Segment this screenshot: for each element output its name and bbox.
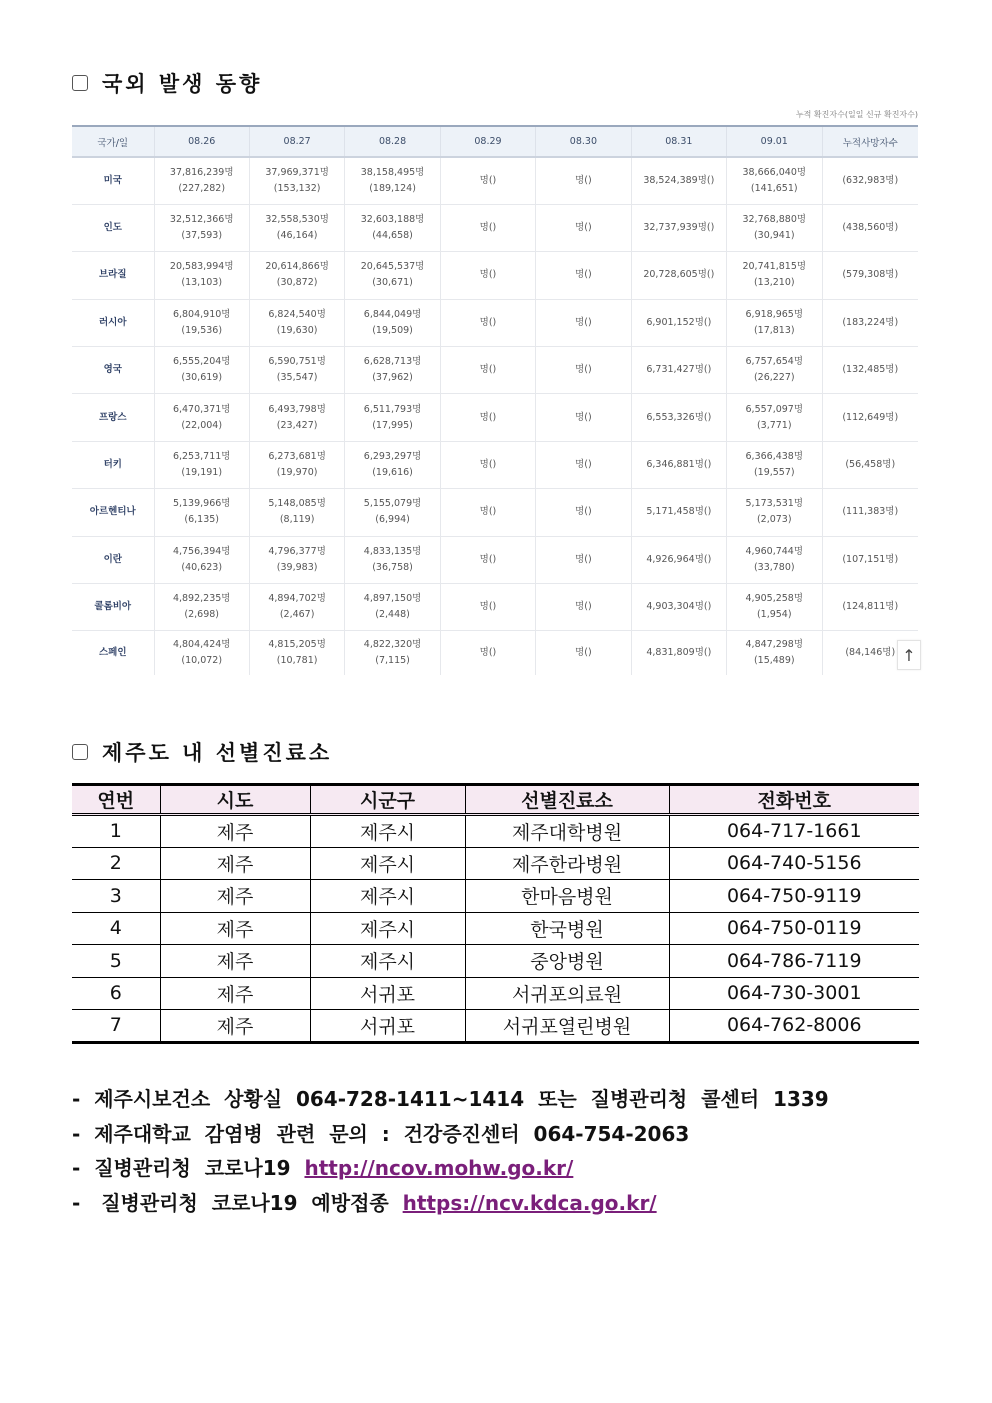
- city-cell: 제주시: [310, 945, 465, 978]
- cases-cell-d0830: 명(): [536, 204, 631, 251]
- checkbox-square-icon: [72, 744, 88, 760]
- cumulative-cases: 4,897,150명: [363, 593, 422, 605]
- header-no: 연번: [72, 785, 160, 815]
- cases-cell-d0828: [345, 441, 440, 488]
- cumulative-cases: 32,558,530명: [265, 214, 329, 226]
- cases-cell-deaths: (124,811명): [822, 584, 918, 631]
- country-cell: 터키: [72, 441, 154, 488]
- header-0831: 08.31: [631, 126, 726, 157]
- cumulative-cases: 6,844,049명: [363, 308, 422, 320]
- daily-new-cases: (19,557): [753, 467, 795, 479]
- cases-cell-d0830: 명(): [536, 394, 631, 441]
- cases-cell-d0829: 명(): [440, 157, 535, 204]
- jeju-table-row: [72, 945, 919, 978]
- jeju-section-title: [72, 737, 332, 767]
- cumulative-cases: 6,555,204명: [172, 356, 231, 368]
- city-cell: 제주시: [310, 880, 465, 913]
- province-cell: 제주: [160, 880, 310, 913]
- header-0827: 08.27: [249, 126, 344, 157]
- cases-cell-d0830: 명(): [536, 441, 631, 488]
- cases-cell-d0831: 6,731,427명(): [631, 347, 726, 394]
- daily-new-cases: (19,509): [372, 324, 413, 336]
- cumulative-cases: 6,824,540명: [268, 308, 326, 320]
- cases-cell-d0831: 20,728,605명(): [631, 252, 726, 299]
- cumulative-cases: 6,273,681명: [268, 451, 326, 463]
- cases-cell-d0827: [249, 631, 344, 675]
- daily-new-cases: (30,941): [753, 230, 795, 242]
- daily-new-cases: (3,771): [756, 419, 792, 431]
- cumulative-cases: 5,173,531명: [745, 498, 804, 510]
- cumulative-cases: 4,905,258명: [745, 593, 804, 605]
- cases-cell-deaths: (107,151명): [822, 536, 918, 583]
- daily-new-cases: (1,954): [756, 609, 792, 621]
- cases-cell-d0829: 명(): [440, 394, 535, 441]
- cases-cell-d0828: [345, 252, 440, 299]
- country-cell: 이란: [72, 536, 154, 583]
- cases-cell-d0831: 4,831,809명(): [631, 631, 726, 675]
- cases-cell-d0828: [345, 299, 440, 346]
- country-cell: 인도: [72, 204, 154, 251]
- cumulative-cases: 6,628,713명: [363, 356, 422, 368]
- cases-cell-deaths: (438,560명): [822, 204, 918, 251]
- jeju-table-row: [72, 880, 919, 913]
- cumulative-cases: 38,158,495명: [360, 166, 425, 178]
- overseas-table-row: [72, 157, 918, 204]
- cases-cell-d0901: [727, 157, 822, 204]
- cases-cell-d0826: [154, 441, 249, 488]
- cases-cell-d0830: 명(): [536, 536, 631, 583]
- overseas-table-row: [72, 204, 918, 251]
- daily-new-cases: (39,983): [276, 561, 318, 573]
- cases-cell-d0826: [154, 157, 249, 204]
- cumulative-cases: 32,512,366명: [169, 214, 234, 226]
- cumulative-cases: 5,148,085명: [268, 498, 326, 510]
- overseas-header-row: [72, 126, 918, 157]
- cumulative-cases: 4,894,702명: [268, 593, 326, 605]
- header-0828: 08.28: [345, 126, 440, 157]
- contact-line-1: - 제주시보건소 상황실 064-728-1411~1414 또는 질병관리청 콜센터 1339: [72, 1087, 829, 1111]
- cases-cell-d0829: 명(): [440, 489, 535, 536]
- clinic-name-cell: 서귀포열린병원: [465, 1010, 669, 1043]
- cumulative-cases: 38,666,040명: [742, 166, 807, 178]
- province-cell: 제주: [160, 1010, 310, 1043]
- cases-cell-d0827: [249, 252, 344, 299]
- cumulative-cases: 37,969,371명: [265, 166, 329, 178]
- cases-cell-d0827: [249, 204, 344, 251]
- cumulative-cases: 20,614,866명: [265, 261, 329, 273]
- cases-cell-d0828: [345, 157, 440, 204]
- daily-new-cases: (37,593): [181, 230, 223, 242]
- cases-cell-d0829: 명(): [440, 536, 535, 583]
- cases-cell-d0830: 명(): [536, 347, 631, 394]
- cases-cell-deaths: (112,649명): [822, 394, 918, 441]
- cumulative-cases: 6,293,297명: [363, 451, 422, 463]
- cumulative-cases: 37,816,239명: [169, 166, 234, 178]
- jeju-header-row: [72, 785, 919, 815]
- cases-cell-d0830: 명(): [536, 299, 631, 346]
- cases-cell-d0827: [249, 584, 344, 631]
- cumulative-cases: 20,741,815명: [742, 261, 807, 273]
- daily-new-cases: (33,780): [753, 561, 795, 573]
- cases-cell-d0828: [345, 204, 440, 251]
- daily-new-cases: (2,448): [375, 609, 410, 621]
- daily-new-cases: (37,962): [372, 372, 413, 384]
- row-number-cell: 4: [72, 912, 160, 945]
- row-number-cell: 1: [72, 815, 160, 848]
- overseas-table-row: [72, 252, 918, 299]
- header-clinic: 선별진료소: [465, 785, 669, 815]
- clinic-name-cell: 한마음병원: [465, 880, 669, 913]
- cumulative-cases: 4,822,320명: [363, 639, 422, 651]
- phone-number-cell: 064-750-0119: [669, 912, 919, 945]
- cases-cell-d0831: 4,903,304명(): [631, 584, 726, 631]
- contact-line-2: - 제주대학교 감염병 관련 문의 : 건강증진센터 064-754-2063: [72, 1121, 690, 1146]
- cases-cell-d0829: 명(): [440, 584, 535, 631]
- cases-cell-d0831: 32,737,939명(): [631, 204, 726, 251]
- cumulative-cases: 6,470,371명: [172, 403, 231, 415]
- cases-cell-d0901: [727, 584, 822, 631]
- jeju-title-text: 제주도 내 선별진료소: [102, 741, 333, 765]
- cases-cell-d0901: [727, 347, 822, 394]
- cases-cell-deaths: (111,383명): [822, 489, 918, 536]
- cases-cell-d0901: [727, 204, 822, 251]
- cases-cell-deaths: (132,485명): [822, 347, 918, 394]
- cases-cell-d0828: [345, 394, 440, 441]
- cases-cell-d0829: 명(): [440, 252, 535, 299]
- cases-cell-d0828: [345, 631, 440, 675]
- city-cell: 서귀포: [310, 1010, 465, 1043]
- daily-new-cases: (19,970): [276, 467, 318, 479]
- jeju-clinic-table: [72, 783, 919, 1044]
- cases-cell-d0826: [154, 394, 249, 441]
- daily-new-cases: (22,004): [181, 419, 223, 431]
- clinic-name-cell: 서귀포의료원: [465, 977, 669, 1010]
- country-cell: 미국: [72, 157, 154, 204]
- city-cell: 서귀포: [310, 977, 465, 1010]
- cumulative-cases: 32,603,188명: [360, 214, 425, 226]
- daily-new-cases: (8,119): [279, 514, 315, 526]
- cases-cell-d0826: [154, 584, 249, 631]
- province-cell: 제주: [160, 945, 310, 978]
- header-0826: 08.26: [154, 126, 249, 157]
- overseas-table-row: [72, 489, 918, 536]
- cases-cell-d0831: 6,553,326명(): [631, 394, 726, 441]
- city-cell: 제주시: [310, 815, 465, 848]
- overseas-table-note: 누적 확진자수(일일 신규 확진자수): [795, 110, 918, 119]
- row-number-cell: 5: [72, 945, 160, 978]
- cumulative-cases: 4,960,744명: [745, 545, 804, 557]
- jeju-table-row: [72, 977, 919, 1010]
- cumulative-cases: 4,892,235명: [172, 593, 231, 605]
- daily-new-cases: (2,467): [279, 609, 315, 621]
- daily-new-cases: (30,619): [181, 372, 223, 384]
- daily-new-cases: (7,115): [375, 655, 410, 667]
- cumulative-cases: 5,155,079명: [363, 498, 422, 510]
- city-cell: 제주시: [310, 847, 465, 880]
- daily-new-cases: (13,210): [753, 277, 795, 289]
- overseas-table: [72, 125, 918, 675]
- province-cell: 제주: [160, 912, 310, 945]
- phone-number-cell: 064-717-1661: [669, 815, 919, 848]
- cases-cell-d0828: [345, 536, 440, 583]
- city-cell: 제주시: [310, 912, 465, 945]
- overseas-table-row: [72, 536, 918, 583]
- cumulative-cases: 20,583,994명: [169, 261, 234, 273]
- header-deaths: 누적사망자수: [822, 126, 918, 157]
- cumulative-cases: 4,804,424명: [172, 639, 231, 651]
- row-number-cell: 3: [72, 880, 160, 913]
- country-cell: 콜롬비아: [72, 584, 154, 631]
- daily-new-cases: (30,872): [276, 277, 318, 289]
- cases-cell-d0826: [154, 347, 249, 394]
- daily-new-cases: (19,616): [372, 467, 413, 479]
- daily-new-cases: (23,427): [276, 419, 318, 431]
- daily-new-cases: (189,124): [369, 182, 416, 194]
- daily-new-cases: (10,072): [181, 655, 223, 667]
- cases-cell-d0828: [345, 584, 440, 631]
- cumulative-cases: 32,768,880명: [742, 214, 807, 226]
- cases-cell-d0901: [727, 489, 822, 536]
- contact-line-3: - 질병관리청 코로나19 http://ncov.mohw.go.kr/: [72, 1156, 574, 1180]
- country-cell: 영국: [72, 347, 154, 394]
- cases-cell-d0831: 38,524,389명(): [631, 157, 726, 204]
- row-number-cell: 6: [72, 977, 160, 1010]
- cases-cell-d0830: 명(): [536, 489, 631, 536]
- cases-cell-d0831: 5,171,458명(): [631, 489, 726, 536]
- contact-info: [72, 1082, 829, 1220]
- cumulative-cases: 5,139,966명: [172, 498, 231, 510]
- overseas-table-row: [72, 584, 918, 631]
- jeju-table-row: [72, 815, 919, 848]
- daily-new-cases: (13,103): [181, 277, 223, 289]
- cases-cell-d0826: [154, 252, 249, 299]
- cumulative-cases: 6,511,793명: [363, 403, 422, 415]
- clinic-name-cell: 한국병원: [465, 912, 669, 945]
- jeju-table-row: [72, 912, 919, 945]
- header-country: 국가/일: [72, 126, 154, 157]
- cases-cell-d0829: 명(): [440, 299, 535, 346]
- scroll-to-top-button[interactable]: [897, 640, 921, 670]
- daily-new-cases: (6,994): [375, 514, 410, 526]
- daily-new-cases: (19,630): [276, 324, 318, 336]
- cases-cell-d0901: [727, 299, 822, 346]
- cases-cell-deaths: (183,224명): [822, 299, 918, 346]
- daily-new-cases: (30,671): [372, 277, 413, 289]
- cumulative-cases: 6,757,654명: [745, 356, 804, 368]
- country-cell: 프랑스: [72, 394, 154, 441]
- cases-cell-d0828: [345, 347, 440, 394]
- phone-number-cell: 064-786-7119: [669, 945, 919, 978]
- clinic-name-cell: 제주대학병원: [465, 815, 669, 848]
- cumulative-cases: 4,833,135명: [363, 545, 422, 557]
- cases-cell-d0830: 명(): [536, 631, 631, 675]
- cumulative-cases: 4,796,377명: [268, 545, 326, 557]
- cases-cell-d0831: 6,901,152명(): [631, 299, 726, 346]
- cases-cell-d0829: 명(): [440, 631, 535, 675]
- cases-cell-d0829: 명(): [440, 441, 535, 488]
- cases-cell-d0901: [727, 441, 822, 488]
- cumulative-cases: 4,756,394명: [172, 545, 231, 557]
- cases-cell-d0827: [249, 489, 344, 536]
- checkbox-square-icon: [72, 75, 88, 91]
- cases-cell-d0829: 명(): [440, 347, 535, 394]
- daily-new-cases: (19,191): [181, 467, 223, 479]
- header-city: 시군구: [310, 785, 465, 815]
- daily-new-cases: (19,536): [181, 324, 223, 336]
- contact-line-4: - 질병관리청 코로나19 예방접종 https://ncv.kdca.go.kr/: [72, 1190, 657, 1215]
- header-0829: 08.29: [440, 126, 535, 157]
- cases-cell-deaths: (56,458명): [822, 441, 918, 488]
- daily-new-cases: (227,282): [178, 182, 226, 194]
- cumulative-cases: 6,253,711명: [172, 451, 231, 463]
- row-number-cell: 7: [72, 1010, 160, 1043]
- cases-cell-d0901: [727, 252, 822, 299]
- cases-cell-d0827: [249, 536, 344, 583]
- country-cell: 스페인: [98, 647, 127, 659]
- cases-cell-d0831: 6,346,881명(): [631, 441, 726, 488]
- daily-new-cases: (44,658): [372, 230, 413, 242]
- cases-cell-d0829: 명(): [440, 204, 535, 251]
- cases-cell-d0828: [345, 489, 440, 536]
- overseas-table-row: [72, 394, 918, 441]
- overseas-title-text: 국외 발생 동향: [102, 72, 263, 96]
- cases-cell-d0827: [249, 157, 344, 204]
- header-phone: 전화번호: [669, 785, 919, 815]
- overseas-table-row: [72, 631, 918, 675]
- clinic-name-cell: 제주한라병원: [465, 847, 669, 880]
- cases-cell-d0830: 명(): [536, 584, 631, 631]
- daily-new-cases: (35,547): [276, 372, 318, 384]
- cumulative-cases: 6,493,798명: [268, 403, 326, 415]
- province-cell: 제주: [160, 815, 310, 848]
- phone-number-cell: 064-750-9119: [669, 880, 919, 913]
- overseas-table-row: [72, 441, 918, 488]
- overseas-section-title: [72, 68, 262, 98]
- daily-new-cases: (26,227): [753, 372, 795, 384]
- clinic-name-cell: 중앙병원: [465, 945, 669, 978]
- cases-cell-d0830: 명(): [536, 252, 631, 299]
- cumulative-cases: 6,918,965명: [745, 308, 804, 320]
- overseas-table-row: [72, 347, 918, 394]
- arrow-up-icon: ↑: [902, 645, 916, 665]
- phone-number-cell: 064-740-5156: [669, 847, 919, 880]
- header-0901: 09.01: [727, 126, 822, 157]
- cases-cell-d0826: [154, 631, 249, 675]
- cases-cell-d0826: [154, 536, 249, 583]
- cases-cell-deaths: (84,146명): [822, 631, 918, 675]
- cases-cell-d0827: [249, 299, 344, 346]
- cases-cell-deaths: (579,308명): [822, 252, 918, 299]
- daily-new-cases: (6,135): [184, 514, 220, 526]
- header-0830: 08.30: [536, 126, 631, 157]
- cases-cell-d0826: [154, 204, 249, 251]
- ncov-link[interactable]: http://ncov.mohw.go.kr/: [304, 1156, 574, 1180]
- daily-new-cases: (10,781): [276, 655, 318, 667]
- cumulative-cases: 6,557,097명: [745, 403, 804, 415]
- cases-cell-d0830: 명(): [536, 157, 631, 204]
- overseas-table-row: [72, 299, 918, 346]
- daily-new-cases: (2,073): [756, 514, 792, 526]
- jeju-table-row: [72, 847, 919, 880]
- cumulative-cases: 6,366,438명: [745, 451, 804, 463]
- phone-number-cell: 064-730-3001: [669, 977, 919, 1010]
- row-number-cell: 2: [72, 847, 160, 880]
- country-cell: 브라질: [72, 252, 154, 299]
- daily-new-cases: (153,132): [273, 182, 321, 194]
- cases-cell-d0901: [727, 536, 822, 583]
- header-province: 시도: [160, 785, 310, 815]
- province-cell: 제주: [160, 977, 310, 1010]
- cases-cell-d0901: [727, 631, 822, 675]
- phone-number-cell: 064-762-8006: [669, 1010, 919, 1043]
- daily-new-cases: (15,489): [753, 655, 795, 667]
- cumulative-cases: 6,590,751명: [268, 356, 326, 368]
- cases-cell-deaths: (632,983명): [822, 157, 918, 204]
- daily-new-cases: (2,698): [184, 609, 220, 621]
- ncv-vaccination-link[interactable]: https://ncv.kdca.go.kr/: [402, 1190, 657, 1215]
- province-cell: 제주: [160, 847, 310, 880]
- daily-new-cases: (17,995): [372, 419, 413, 431]
- cases-cell-d0826: [154, 489, 249, 536]
- cumulative-cases: 6,804,910명: [172, 308, 231, 320]
- cases-cell-d0831: 4,926,964명(): [631, 536, 726, 583]
- cases-cell-d0826: [154, 299, 249, 346]
- cumulative-cases: 4,815,205명: [268, 639, 326, 651]
- cumulative-cases: 4,847,298명: [745, 639, 804, 651]
- country-cell: 아르헨티나: [72, 489, 154, 536]
- daily-new-cases: (40,623): [181, 561, 223, 573]
- daily-new-cases: (141,651): [750, 182, 798, 194]
- daily-new-cases: (36,758): [372, 561, 413, 573]
- country-cell: 러시아: [72, 299, 154, 346]
- daily-new-cases: (17,813): [753, 324, 795, 336]
- cases-cell-d0827: [249, 347, 344, 394]
- cumulative-cases: 20,645,537명: [360, 261, 425, 273]
- daily-new-cases: (46,164): [276, 230, 318, 242]
- cases-cell-d0827: [249, 394, 344, 441]
- cases-cell-d0827: [249, 441, 344, 488]
- jeju-table-row: [72, 1010, 919, 1043]
- cases-cell-d0901: [727, 394, 822, 441]
